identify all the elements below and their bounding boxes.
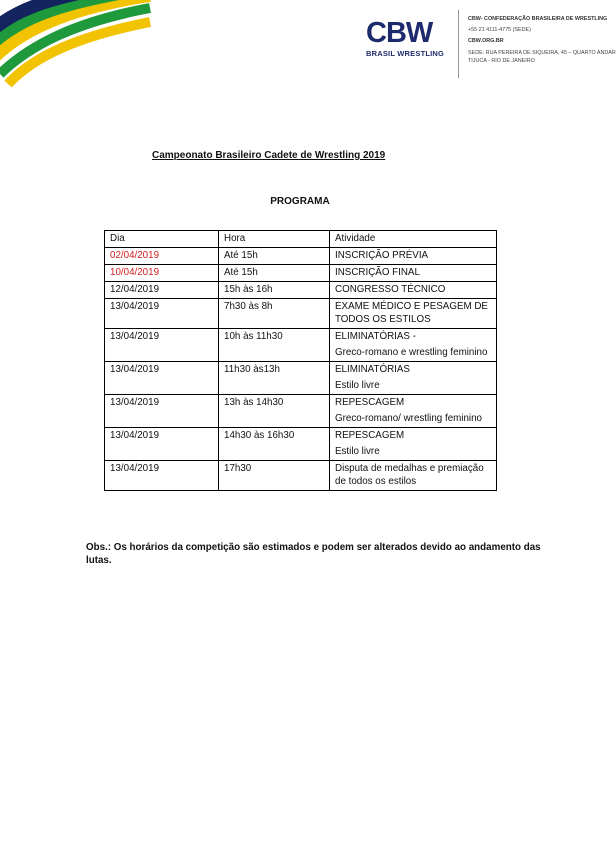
- cell-hora-text: 17h30: [224, 463, 252, 474]
- cell-hora: [219, 428, 330, 461]
- contact-address-line1: SEDE: RUA PEREIRA DE SIQUEIRA, 45 – QUARTO ANDAR: [468, 50, 616, 56]
- cell-atividade: [330, 461, 497, 491]
- table-row: [105, 329, 497, 362]
- cell-hora: [219, 299, 330, 329]
- contact-address-line2: TIJUCA - RIO DE JANEIRO: [468, 57, 535, 64]
- cell-atividade-detail: Greco-romano/ wrestling feminino: [335, 413, 483, 424]
- cell-atividade: [330, 329, 497, 362]
- cell-atividade: [330, 248, 497, 265]
- cell-dia-text: 13/04/2019: [110, 463, 160, 474]
- cell-dia: [105, 461, 219, 491]
- cell-atividade-text: Disputa de medalhas e premiação de todos os estilos: [335, 463, 484, 487]
- cell-dia-text: 13/04/2019: [110, 397, 160, 408]
- cell-hora-text: 14h30 às 16h30: [224, 430, 295, 441]
- cell-hora-text: 10h às 11h30: [224, 331, 283, 342]
- cell-dia-text: 13/04/2019: [110, 364, 160, 375]
- header-cell-hora: Hora: [219, 231, 330, 248]
- cell-atividade: [330, 428, 497, 461]
- cell-dia: [105, 299, 219, 329]
- cell-atividade-text: REPESCAGEM: [335, 397, 405, 408]
- cbw-logo: [366, 18, 446, 58]
- cell-atividade: [330, 362, 497, 395]
- observation-note: Obs.: Os horários da competição são estimados e podem ser alterados devido ao andamento das lutas.: [86, 542, 541, 566]
- cell-atividade-text: INSCRIÇÃO PRÉVIA: [335, 250, 429, 261]
- contact-block: [468, 14, 616, 65]
- cell-atividade-text: ELIMINATÓRIAS -: [335, 331, 416, 342]
- cell-atividade: [330, 299, 497, 329]
- contact-site: CBW.ORG.BR: [468, 38, 504, 44]
- cell-atividade-text: CONGRESSO TÉCNICO: [335, 284, 446, 295]
- cell-atividade-detail: Greco-romano e wrestling feminino: [335, 347, 488, 358]
- cell-atividade-text: EXAME MÉDICO E PESAGEM DE TODOS OS ESTILOS: [335, 301, 488, 325]
- cell-dia-text: 13/04/2019: [110, 430, 160, 441]
- logo-subtext: BRASIL WRESTLING: [366, 49, 445, 58]
- cell-dia: [105, 248, 219, 265]
- cell-hora: [219, 395, 330, 428]
- cell-hora: [219, 329, 330, 362]
- cell-dia-text: 13/04/2019: [110, 331, 160, 342]
- logo-text: CBW: [366, 17, 433, 49]
- table-header-row: [105, 231, 497, 248]
- cell-dia-text: 02/04/2019: [110, 250, 160, 261]
- cell-hora: [219, 461, 330, 491]
- cell-hora-text: 7h30 às 8h: [224, 301, 273, 312]
- cell-hora: [219, 248, 330, 265]
- cell-hora-text: 13h às 14h30: [224, 397, 284, 408]
- cell-dia: [105, 395, 219, 428]
- cell-dia: [105, 265, 219, 282]
- contact-phone: +55 21 4111-4775 (SEDE): [468, 27, 531, 33]
- cell-dia: [105, 282, 219, 299]
- document-title: Campeonato Brasileiro Cadete de Wrestling 2019: [152, 150, 386, 161]
- cell-atividade-text: REPESCAGEM: [335, 430, 405, 441]
- table-row: [105, 299, 497, 329]
- cell-dia: [105, 428, 219, 461]
- cell-hora-text: Até 15h: [224, 267, 258, 278]
- cell-atividade-text: ELIMINATÓRIAS: [335, 364, 410, 375]
- table-row: [105, 265, 497, 282]
- table-row: [105, 248, 497, 265]
- stripes-decoration: [0, 0, 150, 90]
- table-row: [105, 461, 497, 491]
- header-cell-atividade: Atividade: [330, 231, 497, 248]
- cell-atividade: [330, 282, 497, 299]
- contact-org: CBW- CONFEDERAÇÃO BRASILEIRA DE WRESTLING: [468, 16, 608, 22]
- cell-hora: [219, 282, 330, 299]
- table-row: [105, 362, 497, 395]
- cell-hora-text: 15h às 16h: [224, 284, 273, 295]
- cell-atividade-text: INSCRIÇÃO FINAL: [335, 267, 420, 278]
- cell-dia: [105, 329, 219, 362]
- schedule-table: [104, 230, 497, 491]
- cell-dia: [105, 362, 219, 395]
- cell-atividade: [330, 265, 497, 282]
- cell-dia-text: 12/04/2019: [110, 284, 160, 295]
- table-row: [105, 282, 497, 299]
- cell-atividade: [330, 395, 497, 428]
- cell-hora-text: Até 15h: [224, 250, 258, 261]
- cell-atividade-detail: Estilo livre: [335, 446, 380, 457]
- header-cell-dia: Dia: [105, 231, 219, 248]
- cell-hora: [219, 362, 330, 395]
- cell-dia-text: 13/04/2019: [110, 301, 160, 312]
- header-divider: [458, 10, 459, 78]
- cell-dia-text: 10/04/2019: [110, 267, 160, 278]
- cell-hora: [219, 265, 330, 282]
- cell-hora-text: 11h30 às13h: [224, 364, 280, 375]
- cell-atividade-detail: Estilo livre: [335, 380, 380, 391]
- table-row: [105, 395, 497, 428]
- table-row: [105, 428, 497, 461]
- document-subtitle: PROGRAMA: [270, 196, 330, 207]
